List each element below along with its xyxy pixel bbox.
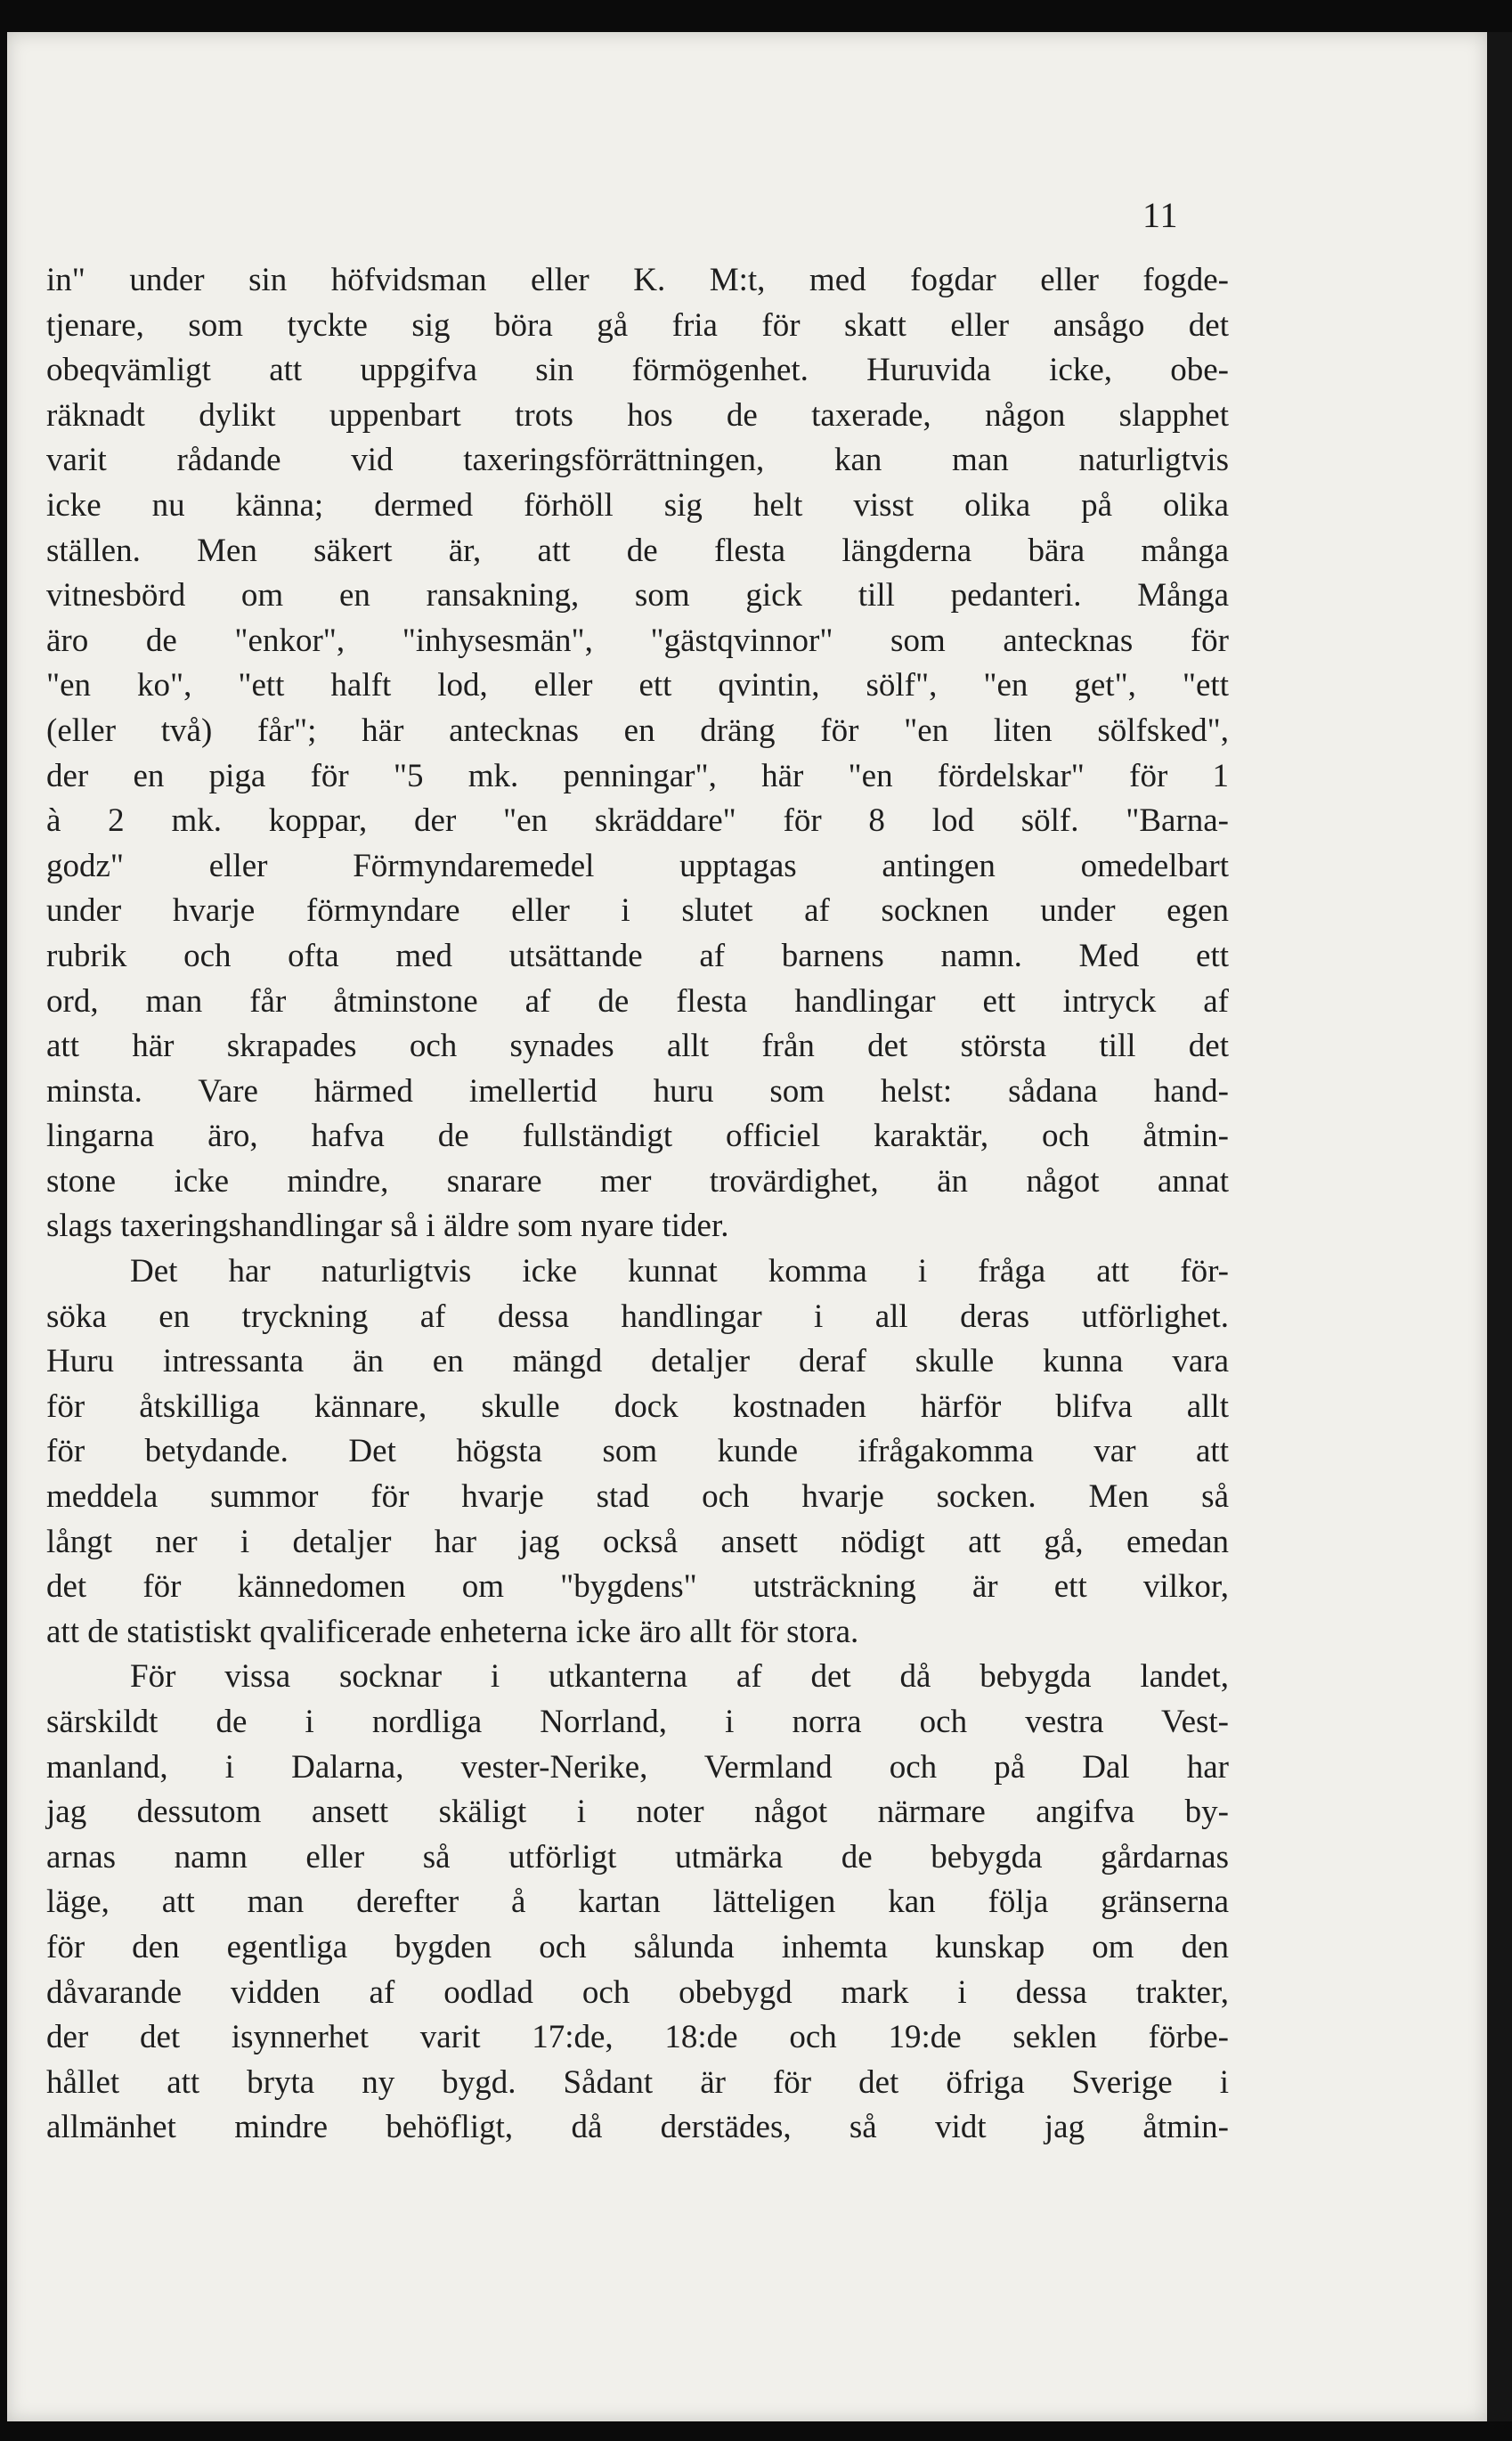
text-line: för åtskilliga kännare, skulle dock kostnaden härför blifva allt — [46, 1387, 1229, 1425]
text-line: meddela summor för hvarje stad och hvarje socken. Men så — [46, 1478, 1229, 1516]
text-line: godz" eller Förmyndaremedel upptagas antingen omedelbart — [46, 847, 1229, 884]
text-line: hållet att bryta ny bygd. Sådant är för det öfriga Sverige i — [46, 2063, 1229, 2101]
text-line: Det har naturligtvis icke kunnat komma i fråga att för- — [130, 1253, 1229, 1290]
body-text — [46, 258, 1229, 2151]
text-line: dåvarande vidden af oodlad och obebygd mark i dessa trakter, — [46, 1973, 1229, 2011]
text-line: särskildt de i nordliga Norrland, i norra och vestra Vest- — [46, 1704, 1229, 1740]
text-line: För vissa socknar i utkanterna af det då bebygda landet, — [130, 1658, 1229, 1696]
text-line: vitnesbörd om en ransakning, som gick till pedanteri. Många — [46, 577, 1229, 614]
text-line: der en piga för "5 mk. penningar", här "en fördelskar" för 1 — [46, 757, 1229, 794]
text-line: under hvarje förmyndare eller i slutet af socknen under egen — [46, 892, 1229, 930]
text-line: läge, att man derefter å kartan lätteligen kan följa gränserna — [46, 1884, 1229, 1921]
text-line: för betydande. Det högsta som kunde ifrågakomma var att — [46, 1433, 1229, 1470]
text-line: ord, man får åtminstone af de flesta handlingar ett intryck af — [46, 982, 1229, 1020]
page-edge-shadow — [1487, 32, 1512, 2421]
text-line: arnas namn eller så utförligt utmärka de bebygda gårdarnas — [46, 1838, 1229, 1876]
text-line: jag dessutom ansett skäligt i noter något närmare angifva by- — [46, 1794, 1229, 1831]
text-line: äro de "enkor", "inhysesmän", "gästqvinnor" som antecknas för — [46, 622, 1229, 659]
text-line: varit rådande vid taxeringsförrättningen, kan man naturligtvis — [46, 442, 1229, 479]
text-line: minsta. Vare härmed imellertid huru som helst: sådana hand- — [46, 1072, 1229, 1110]
text-line: der det isynnerhet varit 17:de, 18:de och 19:de seklen förbe- — [46, 2019, 1229, 2056]
text-line: à 2 mk. koppar, der "en skräddare" för 8 lod sölf. "Barna- — [46, 802, 1229, 840]
text-line: för den egentliga bygden och sålunda inhemta kunskap om den — [46, 1928, 1229, 1965]
text-line: att här skrapades och synades allt från det största till det — [46, 1028, 1229, 1065]
text-line: söka en tryckning af dessa handlingar i all deras utförlighet. — [46, 1298, 1229, 1335]
text-line: långt ner i detaljer har jag också ansett nödigt att gå, emedan — [46, 1523, 1229, 1560]
text-line: "en ko", "ett halft lod, eller ett qvintin, sölf", "en get", "ett — [46, 667, 1229, 704]
text-line: att de statistiskt qvalificerade enheterna icke äro allt för stora. — [46, 1613, 859, 1650]
text-line: manland, i Dalarna, vester-Nerike, Vermland och på Dal har — [46, 1748, 1229, 1786]
page-number: 11 — [1142, 195, 1179, 235]
text-line: räknadt dylikt uppenbart trots hos de taxerade, någon slapphet — [46, 396, 1229, 434]
text-line: obeqvämligt att uppgifva sin förmögenhet. Huruvida icke, obe- — [46, 352, 1229, 389]
text-line: lingarna äro, hafva de fullständigt officiel karaktär, och åtmin- — [46, 1118, 1229, 1155]
text-line: icke nu känna; dermed förhöll sig helt visst olika på olika — [46, 486, 1229, 524]
text-line: rubrik och ofta med utsättande af barnens namn. Med ett — [46, 937, 1229, 974]
text-line: allmänhet mindre behöfligt, då derstädes, så vidt jag åtmin- — [46, 2109, 1229, 2146]
text-line: Huru intressanta än en mängd detaljer deraf skulle kunna vara — [46, 1343, 1229, 1380]
text-line: slags taxeringshandlingar så i äldre som nyare tider. — [46, 1208, 729, 1245]
text-line: tjenare, som tyckte sig böra gå fria för skatt eller ansågo det — [46, 306, 1229, 344]
text-line: in" under sin höfvidsman eller K. M:t, med fogdar eller fogde- — [46, 262, 1229, 298]
text-line: (eller två) får"; här antecknas en dräng för "en liten sölfsked", — [46, 712, 1229, 749]
text-line: ställen. Men säkert är, att de flesta längderna bära många — [46, 532, 1229, 569]
text-line: stone icke mindre, snarare mer trovärdighet, än något annat — [46, 1162, 1229, 1200]
text-line: det för kännedomen om "bygdens" utsträckning är ett vilkor, — [46, 1568, 1229, 1606]
